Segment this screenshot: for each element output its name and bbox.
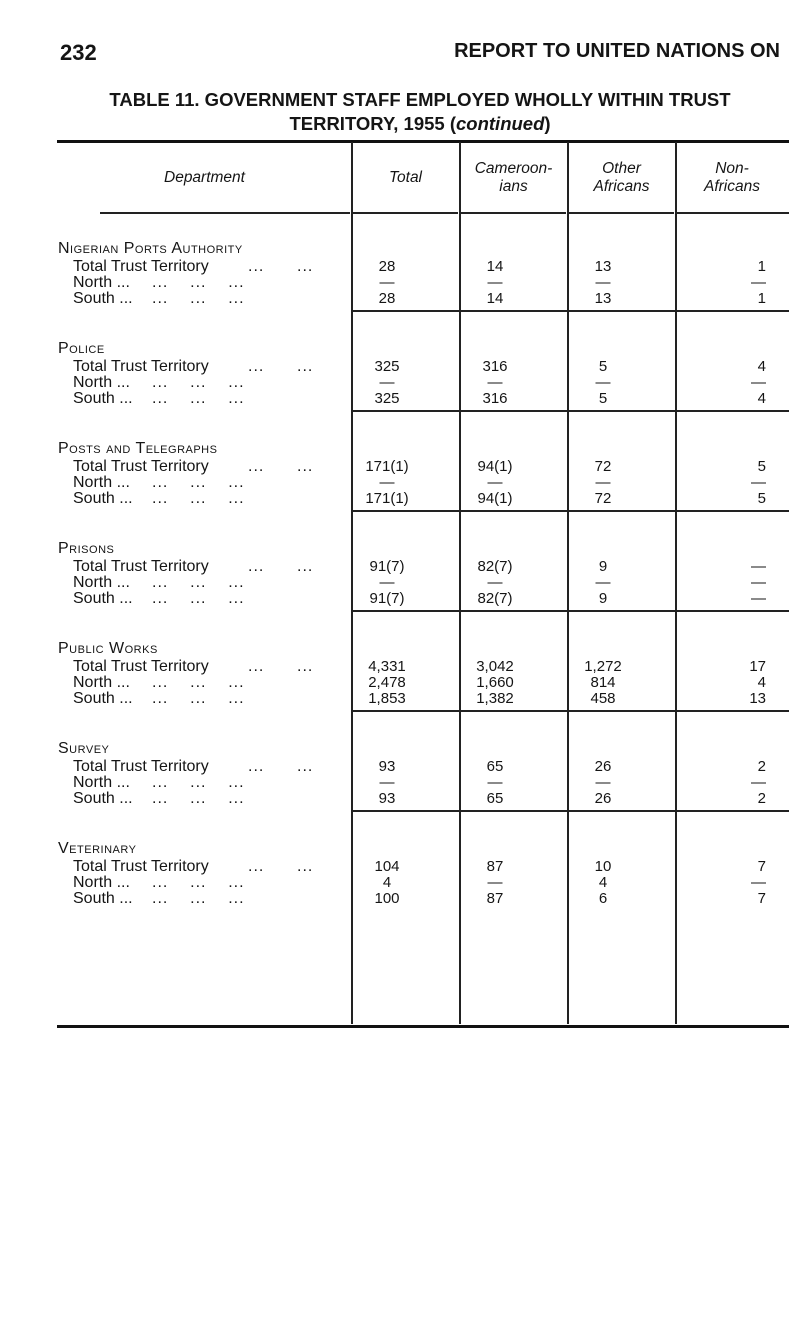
cell-non-africans: — bbox=[751, 474, 766, 491]
row-leader-dots: ... ... bbox=[248, 758, 314, 775]
cell-non-africans: 7 bbox=[757, 858, 766, 875]
cell-cameroonians: 3,042 bbox=[476, 658, 514, 675]
page-number: 232 bbox=[60, 40, 97, 65]
cell-total: 28 bbox=[378, 290, 396, 307]
cell-other-africans: 5 bbox=[598, 358, 608, 375]
cell-other-africans: — bbox=[595, 374, 611, 391]
cell-total: — bbox=[379, 474, 395, 491]
header-rule bbox=[568, 212, 674, 214]
cell-non-africans: 2 bbox=[757, 790, 766, 807]
cell-non-africans: — bbox=[751, 274, 766, 291]
row-label: South ... bbox=[73, 390, 133, 407]
cell-cameroonians: 316 bbox=[482, 358, 508, 375]
cell-other-africans: 9 bbox=[598, 590, 608, 607]
cell-cameroonians: — bbox=[487, 874, 503, 891]
section-title: Prisons bbox=[58, 540, 115, 557]
title-continued: continued bbox=[456, 113, 545, 134]
cell-total: 100 bbox=[374, 890, 400, 907]
row-label: South ... bbox=[73, 590, 133, 607]
cell-total: 93 bbox=[378, 758, 396, 775]
cell-cameroonians: 316 bbox=[482, 390, 508, 407]
section-rule bbox=[352, 510, 789, 512]
cell-cameroonians: — bbox=[487, 574, 503, 591]
row-label: North ... bbox=[73, 874, 130, 891]
cell-total: — bbox=[379, 574, 395, 591]
cell-other-africans: 13 bbox=[594, 258, 612, 275]
cell-total: 1,853 bbox=[368, 690, 406, 707]
row-leader-dots: ... ... ... bbox=[152, 690, 245, 707]
section-title: Nigerian Ports Authority bbox=[58, 240, 243, 257]
cell-total: 325 bbox=[374, 390, 400, 407]
cell-other-africans: — bbox=[595, 274, 611, 291]
cell-total: — bbox=[379, 374, 395, 391]
header-rule bbox=[460, 212, 566, 214]
cell-cameroonians: 82(7) bbox=[477, 558, 513, 575]
row-label: North ... bbox=[73, 774, 130, 791]
section-rule bbox=[352, 710, 789, 712]
cell-cameroonians: 1,660 bbox=[476, 674, 514, 691]
row-label: South ... bbox=[73, 890, 133, 907]
cell-non-africans: 4 bbox=[757, 674, 766, 691]
cell-non-africans: 1 bbox=[757, 290, 766, 307]
cell-cameroonians: 14 bbox=[486, 290, 504, 307]
row-leader-dots: ... ... bbox=[248, 458, 314, 475]
title-line-1: TABLE 11. GOVERNMENT STAFF EMPLOYED WHOLLY WITHIN TRUST bbox=[109, 89, 731, 110]
row-leader-dots: ... ... bbox=[248, 658, 314, 675]
row-label: North ... bbox=[73, 474, 130, 491]
cell-other-africans: 458 bbox=[590, 690, 616, 707]
cell-cameroonians: — bbox=[487, 474, 503, 491]
cell-other-africans: 10 bbox=[594, 858, 612, 875]
cell-non-africans: 7 bbox=[757, 890, 766, 907]
cell-non-africans: 17 bbox=[749, 658, 766, 675]
cell-non-africans: 2 bbox=[757, 758, 766, 775]
section-title: Police bbox=[58, 340, 105, 357]
cell-total: 93 bbox=[378, 790, 396, 807]
cell-other-africans: — bbox=[595, 474, 611, 491]
header-department: Department bbox=[164, 169, 245, 186]
cell-non-africans: 5 bbox=[757, 490, 766, 507]
cell-other-africans: 26 bbox=[594, 758, 612, 775]
header-cameroonians: Cameroon- ians bbox=[474, 160, 553, 195]
cell-non-africans: 13 bbox=[749, 690, 766, 707]
cell-cameroonians: 1,382 bbox=[476, 690, 514, 707]
row-leader-dots: ... ... ... bbox=[152, 574, 245, 591]
row-label: North ... bbox=[73, 574, 130, 591]
header-rule bbox=[352, 212, 458, 214]
row-leader-dots: ... ... ... bbox=[152, 474, 245, 491]
cell-non-africans: — bbox=[751, 558, 766, 575]
cell-total: 104 bbox=[374, 858, 400, 875]
cell-total: 171(1) bbox=[365, 458, 409, 475]
row-leader-dots: ... ... bbox=[248, 858, 314, 875]
row-leader-dots: ... ... bbox=[248, 258, 314, 275]
cell-cameroonians: — bbox=[487, 274, 503, 291]
cell-cameroonians: 87 bbox=[486, 858, 504, 875]
row-label: South ... bbox=[73, 290, 133, 307]
cell-non-africans: 1 bbox=[757, 258, 766, 275]
row-leader-dots: ... ... ... bbox=[152, 374, 245, 391]
row-label: South ... bbox=[73, 690, 133, 707]
header-rule bbox=[676, 212, 789, 214]
row-leader-dots: ... ... ... bbox=[152, 790, 245, 807]
cell-cameroonians: 94(1) bbox=[477, 490, 513, 507]
header-total: Total bbox=[388, 169, 423, 186]
cell-total: 325 bbox=[374, 358, 400, 375]
cell-other-africans: 13 bbox=[594, 290, 612, 307]
cell-other-africans: 26 bbox=[594, 790, 612, 807]
cell-other-africans: 1,272 bbox=[584, 658, 622, 675]
row-label: South ... bbox=[73, 490, 133, 507]
cell-cameroonians: 82(7) bbox=[477, 590, 513, 607]
row-leader-dots: ... ... ... bbox=[152, 590, 245, 607]
row-leader-dots: ... ... ... bbox=[152, 290, 245, 307]
cell-other-africans: 814 bbox=[590, 674, 616, 691]
cell-total: — bbox=[379, 274, 395, 291]
cell-non-africans: — bbox=[751, 574, 766, 591]
row-label: South ... bbox=[73, 790, 133, 807]
row-label: Total Trust Territory bbox=[73, 558, 209, 575]
row-leader-dots: ... ... ... bbox=[152, 390, 245, 407]
row-label: Total Trust Territory bbox=[73, 658, 209, 675]
cell-cameroonians: 87 bbox=[486, 890, 504, 907]
section-rule bbox=[352, 810, 789, 812]
cell-other-africans: 9 bbox=[598, 558, 608, 575]
row-leader-dots: ... ... ... bbox=[152, 774, 245, 791]
cell-non-africans: 4 bbox=[757, 358, 766, 375]
cell-other-africans: 72 bbox=[594, 458, 612, 475]
section-title: Veterinary bbox=[58, 840, 137, 857]
cell-non-africans: 5 bbox=[757, 458, 766, 475]
header-other-africans: Other Africans bbox=[593, 160, 650, 195]
row-label: Total Trust Territory bbox=[73, 358, 209, 375]
title-line-2-prefix: TERRITORY, 1955 ( bbox=[289, 113, 456, 134]
row-leader-dots: ... ... bbox=[248, 558, 314, 575]
row-leader-dots: ... ... ... bbox=[152, 274, 245, 291]
cell-other-africans: — bbox=[595, 574, 611, 591]
cell-cameroonians: — bbox=[487, 774, 503, 791]
cell-total: 4,331 bbox=[368, 658, 406, 675]
cell-total: 2,478 bbox=[368, 674, 406, 691]
cell-non-africans: — bbox=[751, 874, 766, 891]
header-rule bbox=[100, 212, 350, 214]
cell-non-africans: — bbox=[751, 590, 766, 607]
cell-cameroonians: 65 bbox=[486, 758, 504, 775]
cell-other-africans: 4 bbox=[598, 874, 608, 891]
header-non-africans: Non- Africans bbox=[704, 160, 760, 195]
cell-cameroonians: 94(1) bbox=[477, 458, 513, 475]
section-rule bbox=[352, 410, 789, 412]
row-label: North ... bbox=[73, 674, 130, 691]
section-title: Public Works bbox=[58, 640, 158, 657]
row-label: Total Trust Territory bbox=[73, 758, 209, 775]
table-bottom-rule bbox=[57, 1025, 789, 1028]
cell-other-africans: 5 bbox=[598, 390, 608, 407]
row-leader-dots: ... ... ... bbox=[152, 890, 245, 907]
row-label: North ... bbox=[73, 374, 130, 391]
row-label: Total Trust Territory bbox=[73, 458, 209, 475]
title-line-2-suffix: ) bbox=[544, 113, 551, 134]
page-header bbox=[0, 40, 800, 80]
title-line-2 bbox=[60, 112, 780, 136]
cell-non-africans: 4 bbox=[757, 390, 766, 407]
cell-non-africans: — bbox=[751, 374, 766, 391]
cell-other-africans: 72 bbox=[594, 490, 612, 507]
running-head: REPORT TO UNITED NATIONS ON bbox=[454, 40, 780, 62]
row-leader-dots: ... ... ... bbox=[152, 490, 245, 507]
cell-other-africans: — bbox=[595, 774, 611, 791]
section-rule bbox=[352, 310, 789, 312]
cell-cameroonians: 65 bbox=[486, 790, 504, 807]
cell-cameroonians: — bbox=[487, 374, 503, 391]
cell-cameroonians: 14 bbox=[486, 258, 504, 275]
cell-total: — bbox=[379, 774, 395, 791]
row-leader-dots: ... ... ... bbox=[152, 674, 245, 691]
cell-total: 91(7) bbox=[369, 558, 405, 575]
section-title: Survey bbox=[58, 740, 110, 757]
section-title: Posts and Telegraphs bbox=[58, 440, 218, 457]
cell-total: 4 bbox=[382, 874, 392, 891]
cell-total: 91(7) bbox=[369, 590, 405, 607]
row-label: Total Trust Territory bbox=[73, 858, 209, 875]
cell-total: 171(1) bbox=[365, 490, 409, 507]
table-title bbox=[60, 88, 780, 136]
cell-other-africans: 6 bbox=[598, 890, 608, 907]
cell-non-africans: — bbox=[751, 774, 766, 791]
section-rule bbox=[352, 610, 789, 612]
row-label: North ... bbox=[73, 274, 130, 291]
row-leader-dots: ... ... bbox=[248, 358, 314, 375]
row-label: Total Trust Territory bbox=[73, 258, 209, 275]
row-leader-dots: ... ... ... bbox=[152, 874, 245, 891]
cell-total: 28 bbox=[378, 258, 396, 275]
